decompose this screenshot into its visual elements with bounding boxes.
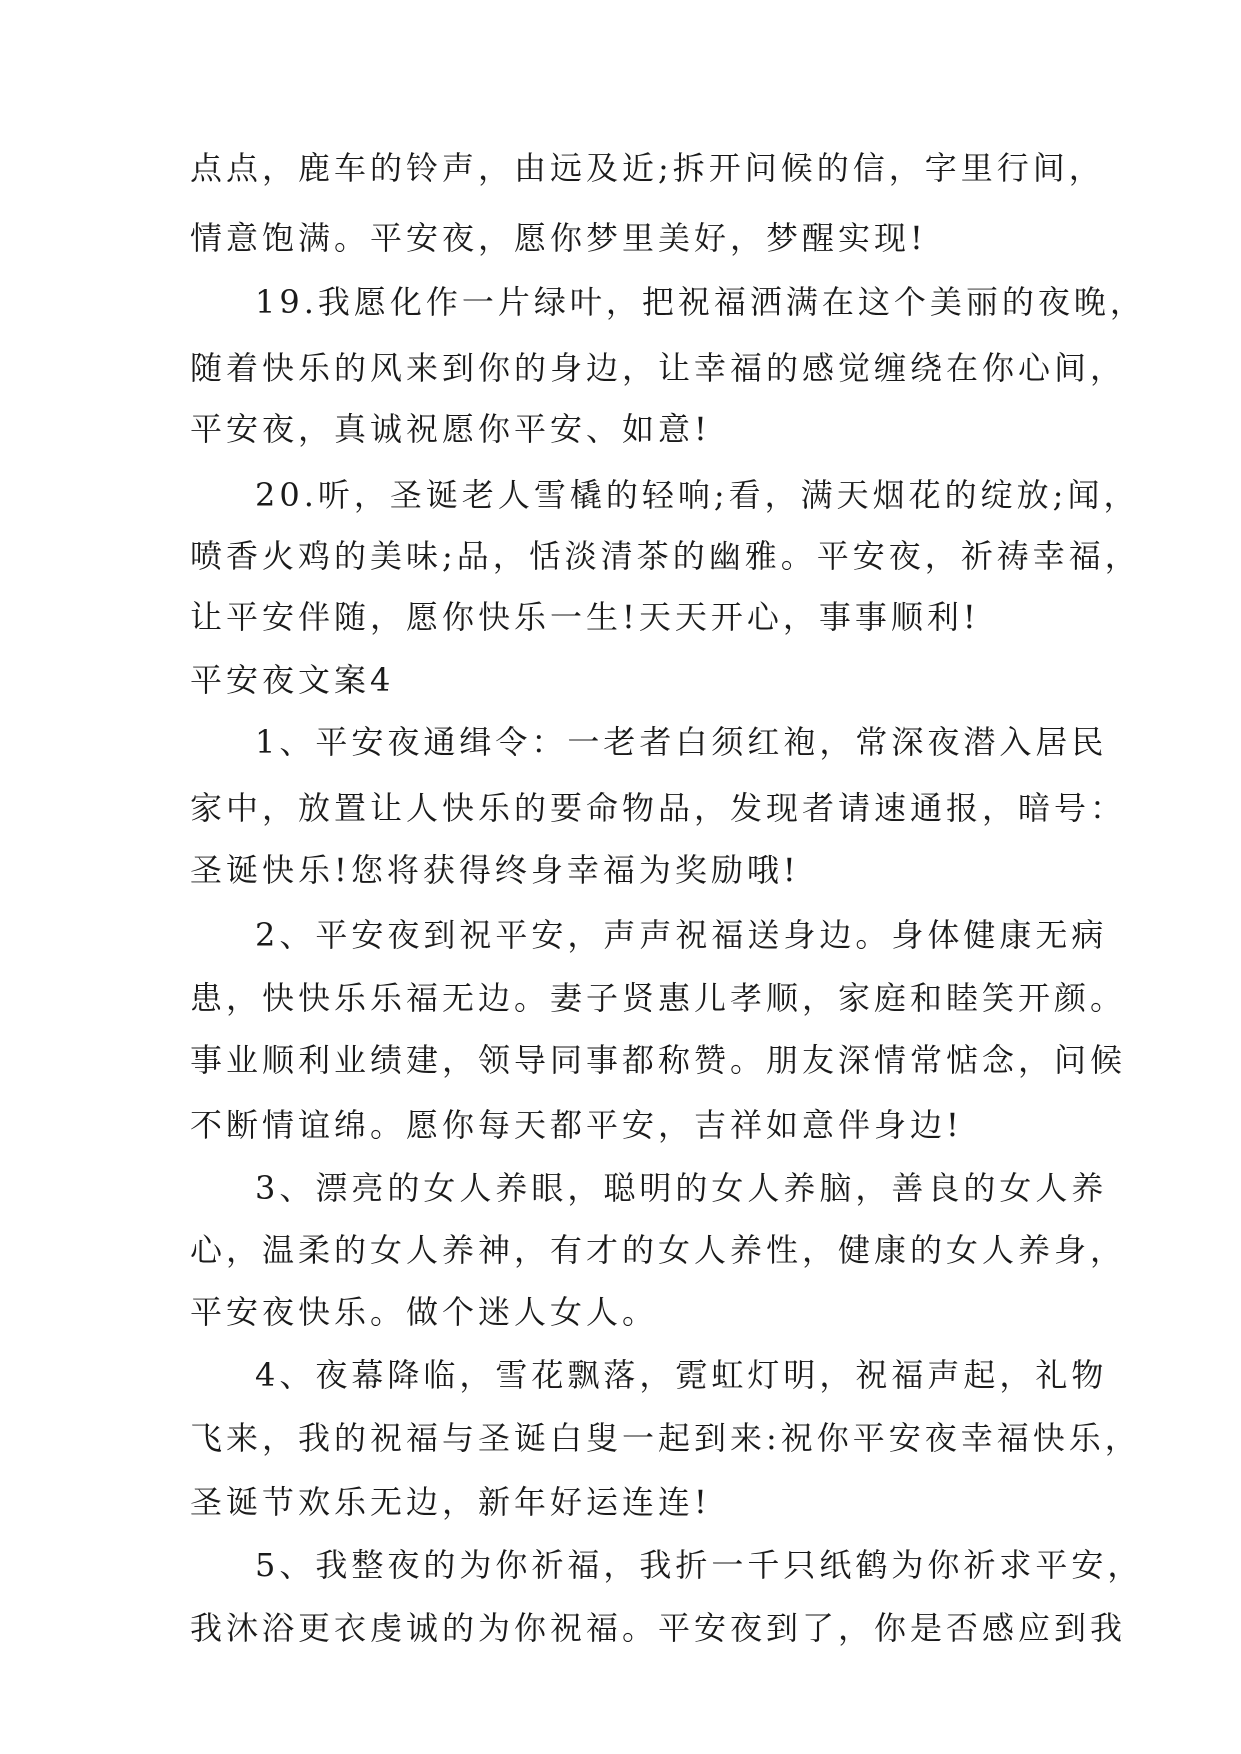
item-2-start: 2、平安夜到祝平安，声声祝福送身边。身体健康无病 — [255, 916, 1108, 954]
item-3-start: 3、漂亮的女人养眼，聪明的女人养脑，善良的女人养 — [255, 1169, 1108, 1207]
text-line: 平安夜，真诚祝愿你平安、如意! — [190, 410, 711, 448]
text-line: 患，快快乐乐福无边。妻子贤惠儿孝顺，家庭和睦笑开颜。 — [190, 979, 1127, 1017]
text-line: 平安夜快乐。做个迷人女人。 — [190, 1293, 659, 1331]
text-line: 心，温柔的女人养神，有才的女人养性，健康的女人养身， — [190, 1231, 1127, 1269]
paragraph-19-start: 19.我愿化作一片绿叶，把祝福洒满在这个美丽的夜晚， — [255, 283, 1146, 321]
text-line: 让平安伴随，愿你快乐一生!天天开心，事事顺利! — [190, 598, 980, 636]
text-line: 不断情谊绵。愿你每天都平安，吉祥如意伴身边! — [190, 1106, 963, 1144]
text-line: 随着快乐的风来到你的身边，让幸福的感觉缠绕在你心间， — [190, 349, 1127, 387]
section-heading: 平安夜文案4 — [190, 661, 395, 699]
text-line: 飞来，我的祝福与圣诞白叟一起到来:祝你平安夜幸福快乐， — [190, 1419, 1141, 1457]
item-1-start: 1、平安夜通缉令：一老者白须红袍，常深夜潜入居民 — [255, 723, 1108, 761]
item-5-start: 5、我整夜的为你祈福，我折一千只纸鹤为你祈求平安， — [255, 1546, 1144, 1584]
text-line: 情意饱满。平安夜，愿你梦里美好，梦醒实现! — [190, 219, 927, 257]
text-line: 喷香火鸡的美味;品，恬淡清茶的幽雅。平安夜，祈祷幸福， — [190, 537, 1141, 575]
text-line: 我沐浴更衣虔诚的为你祝福。平安夜到了，你是否感应到我 — [190, 1609, 1127, 1647]
text-line: 点点，鹿车的铃声，由远及近;拆开问候的信，字里行间， — [190, 149, 1105, 187]
item-4-start: 4、夜幕降临，雪花飘落，霓虹灯明，祝福声起，礼物 — [255, 1356, 1108, 1394]
paragraph-20-start: 20.听，圣诞老人雪橇的轻响;看，满天烟花的绽放;闻， — [255, 476, 1140, 514]
text-line: 圣诞节欢乐无边，新年好运连连! — [190, 1483, 711, 1521]
text-line: 家中，放置让人快乐的要命物品，发现者请速通报，暗号： — [190, 789, 1127, 827]
text-line: 圣诞快乐!您将获得终身幸福为奖励哦! — [190, 851, 800, 889]
text-line: 事业顺利业绩建，领导同事都称赞。朋友深情常惦念，问候 — [190, 1041, 1127, 1079]
